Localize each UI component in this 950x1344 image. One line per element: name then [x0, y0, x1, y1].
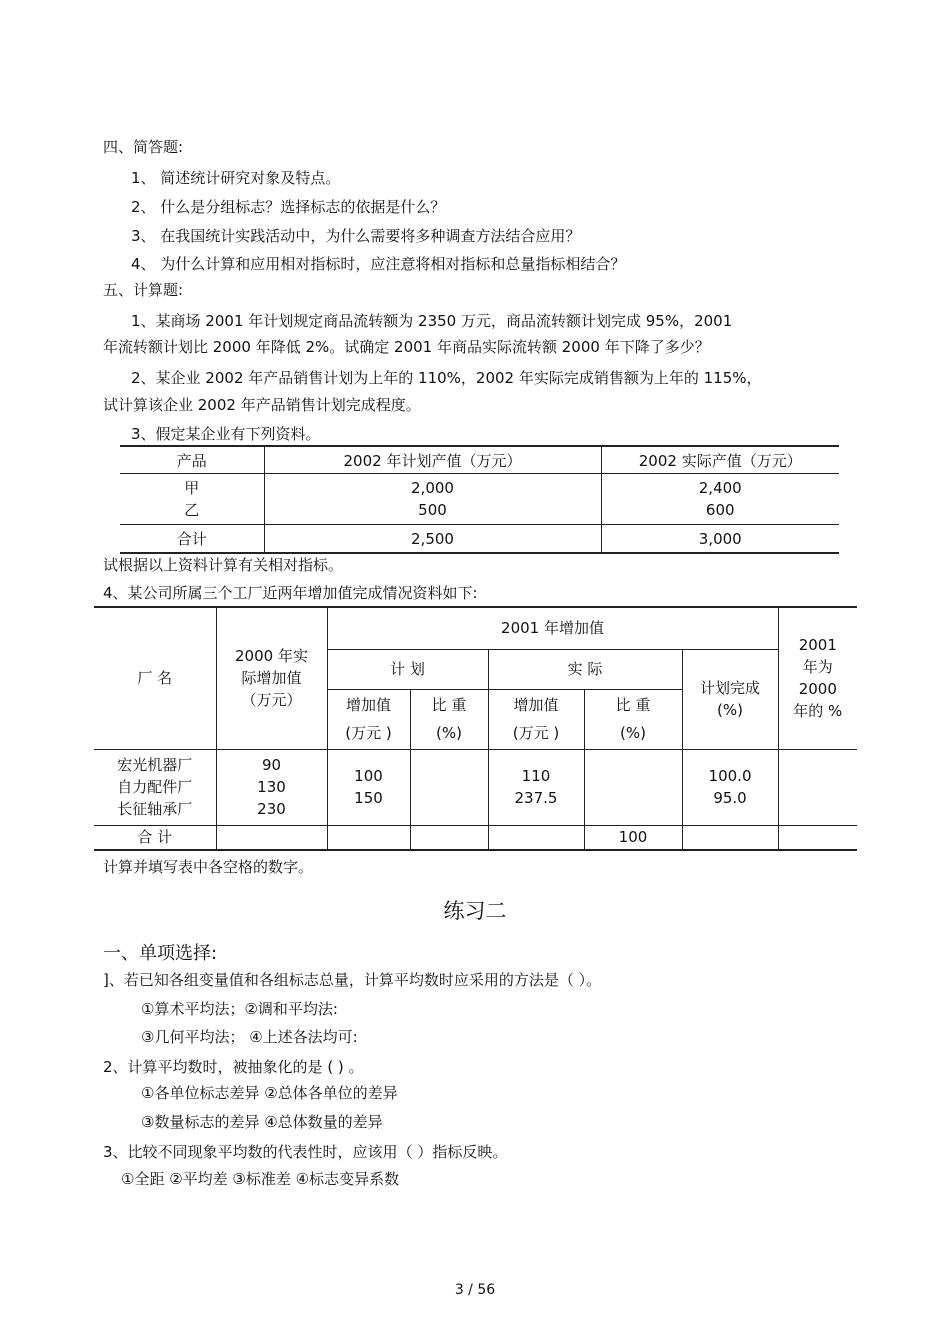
q4-factory-name: 长征轴承厂	[117, 800, 193, 818]
q4-factory-name: 自力配件厂	[117, 778, 193, 796]
q4-header-plan-share: 比 重 (%)	[410, 689, 488, 749]
q3-after: 试根据以上资料计算有关相对指标。	[103, 556, 344, 574]
exercise2-title: 练习二	[443, 899, 507, 923]
exercise2-section1-heading: 一、单项选择:	[103, 943, 218, 964]
q1-line-2: 年流转额计划比 2000 年降低 2%。试确定 2001 年商品实际流转额 2000 年下降了多少？	[103, 338, 710, 356]
q3-plan-value: 2,000	[411, 479, 454, 497]
q3-actual-value: 600	[705, 501, 735, 519]
mc-q1-options-a: ①算术平均法；②调和平均法:	[141, 1000, 338, 1018]
mc-q2-options-a: ①各单位标志差异 ②总体各单位的差异	[141, 1084, 398, 1102]
mc-q1: ]、若已知各组变量值和各组标志总量，计算平均数时应采用的方法是（ ）。	[103, 971, 602, 989]
q4-header-completion: 计划完成 (%)	[682, 649, 778, 749]
section5-heading: 五、计算题:	[103, 281, 184, 299]
section4-heading: 四、简答题:	[103, 138, 184, 156]
q3-table-body	[120, 474, 839, 525]
q4-header-actual-share: 比 重 (%)	[584, 689, 682, 749]
mc-q2: 2、计算平均数时，被抽象化的是 ( ) 。	[103, 1058, 364, 1076]
q4-total-row	[94, 825, 857, 850]
section4-item-3: 3、 在我国统计实践活动中，为什么需要将多种调查方法结合应用？	[131, 227, 581, 245]
q3-table	[120, 445, 839, 554]
q4-total-label: 合 计	[94, 825, 216, 850]
mc-q3-options: ①全距 ②平均差 ③标准差 ④标志变异系数	[121, 1170, 400, 1188]
q2-line-2: 试计算该企业 2002 年产品销售计划完成程度。	[103, 396, 421, 414]
q4-factory-name: 宏光机器厂	[117, 756, 193, 774]
mc-q3: 3、比较不同现象平均数的代表性时，应该用（ ）指标反映。	[103, 1143, 508, 1161]
q3-total-actual: 3,000	[601, 525, 839, 554]
q4-header-2001: 2001 年增加值	[327, 607, 778, 649]
section4-item-1: 1、 简述统计研究对象及特点。	[131, 169, 341, 187]
q4-table	[94, 606, 857, 851]
q4-after: 计算并填写表中各空格的数字。	[103, 858, 314, 876]
q3-header-plan: 2002 年计划产值（万元）	[264, 446, 601, 474]
q2-line-1: 2、某企业 2002 年产品销售计划为上年的 110%，2002 年实际完成销售额为上年的 115%，	[131, 369, 762, 387]
q4-intro: 4、某公司所属三个工厂近两年增加值完成情况资料如下:	[103, 584, 478, 602]
q3-total-label: 合计	[120, 525, 264, 554]
q3-table-header	[120, 446, 839, 474]
q4-header-factory: 厂 名	[94, 607, 216, 749]
q4-completion-values: 100.0 95.0	[682, 749, 778, 825]
q4-2000-values: 90 130 230	[216, 749, 327, 825]
q3-product: 乙	[184, 501, 200, 519]
q4-plan-values: 100 150	[327, 749, 410, 825]
mc-q1-options-b: ③几何平均法； ④上述各法均可:	[141, 1028, 358, 1046]
q3-table-total-row	[120, 525, 839, 554]
q4-header-plan-value: 增加值 (万元 )	[327, 689, 410, 749]
q3-intro: 3、假定某企业有下列资料。	[131, 425, 321, 443]
q3-actual-value: 2,400	[698, 479, 742, 497]
q3-header-actual: 2002 实际产值（万元）	[601, 446, 839, 474]
q4-actual-values: 110 237.5	[488, 749, 584, 825]
section4-item-4: 4、 为什么计算和应用相对指标时，应注意将相对指标和总量指标相结合？	[131, 255, 626, 273]
q4-table-body	[94, 749, 857, 825]
q4-header-2000: 2000 年实 际增加值 （万元）	[216, 607, 327, 749]
page-number: 3 / 56	[454, 1282, 496, 1298]
q4-header-actual-value: 增加值 (万元 )	[488, 689, 584, 749]
q3-header-product: 产品	[120, 446, 264, 474]
q3-plan-value: 500	[418, 501, 447, 519]
q4-actual-share-blank	[584, 749, 682, 825]
q3-total-plan: 2,500	[264, 525, 601, 554]
q4-header-ratio: 2001 年为 2000 年的 %	[778, 607, 857, 749]
q4-factories	[94, 749, 216, 825]
q4-ratio-blank	[778, 749, 857, 825]
mc-q2-options-b: ③数量标志的差异 ④总体数量的差异	[141, 1113, 383, 1131]
q4-header-actual: 实 际	[488, 649, 682, 689]
q3-product: 甲	[184, 479, 200, 497]
q1-line-1: 1、某商场 2001 年计划规定商品流转额为 2350 万元，商品流转额计划完成 95%，2001	[131, 312, 733, 330]
q4-total-actual-share: 100	[584, 825, 682, 850]
section4-item-2: 2、 什么是分组标志？选择标志的依据是什么？	[131, 198, 446, 216]
q4-header-plan: 计 划	[327, 649, 488, 689]
q4-plan-share-blank	[410, 749, 488, 825]
